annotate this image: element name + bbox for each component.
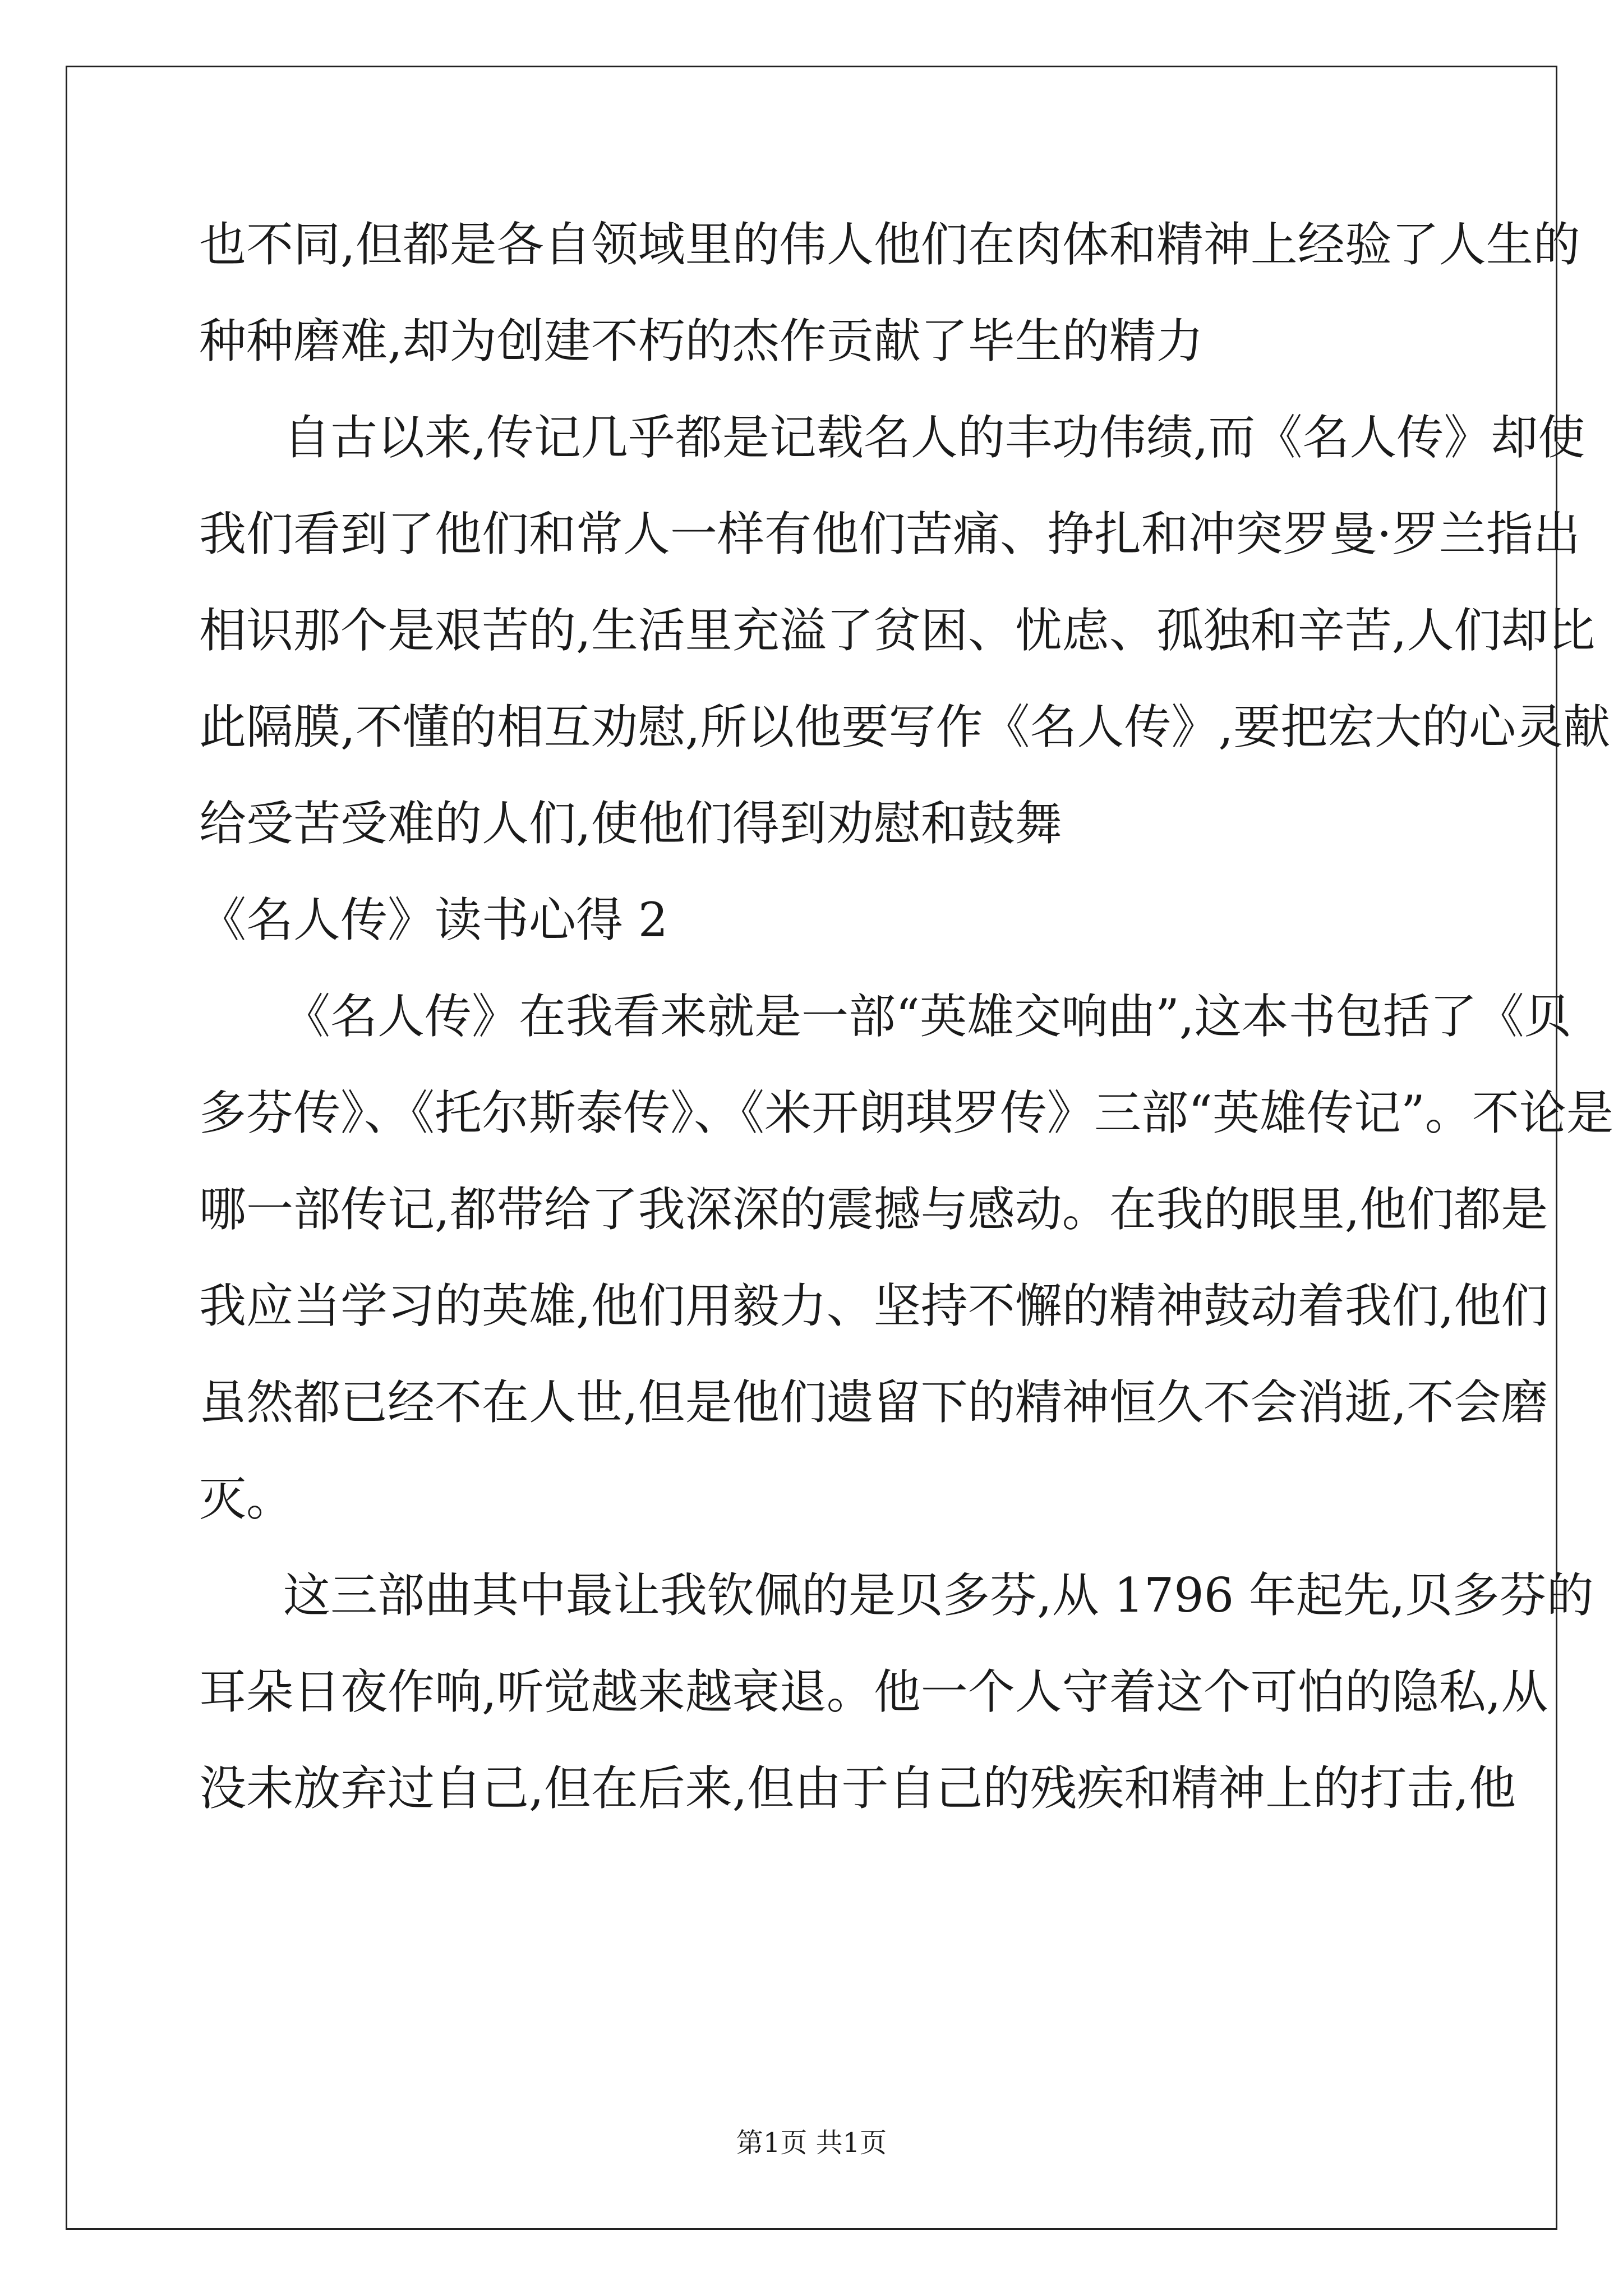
paragraph-first-line: 这三部曲其中最让我钦佩的是贝多芬,从 1796 年起先,贝多芬的 [283,1568,1594,1623]
paragraph-line: 给受苦受难的人们,使他们得到劝慰和鼓舞 [199,796,1062,851]
paragraph-line: 哪一部传记,都带给了我深深的震撼与感动。在我的眼里,他们都是 [199,1182,1548,1237]
document-body [199,196,1613,1837]
paragraph-line: 此隔膜,不懂的相互劝慰,所以他要写作《名人传》,要把宏大的心灵献 [199,700,1611,754]
paragraph-line: 多芬传》、《托尔斯泰传》、《米开朗琪罗传》三部“英雄传记”。不论是 [199,1085,1613,1140]
paragraph-first-line: 自古以来,传记几乎都是记载名人的丰功伟绩,而《名人传》却使 [283,410,1585,465]
paragraph-line: 相识那个是艰苦的,生活里充溢了贫困、忧虑、孤独和辛苦,人们却比 [199,603,1596,658]
paragraph-first-line: 《名人传》在我看来就是一部“英雄交响曲”,这本书包括了《贝 [283,989,1571,1044]
paragraph-line: 没未放弃过自己,但在后来,但由于自己的残疾和精神上的打击,他 [199,1761,1516,1816]
paragraph-line: 我们看到了他们和常人一样有他们苦痛、挣扎和冲突罗曼·罗兰指出 [199,507,1580,562]
page-footer: 第1页 共1页 [736,2127,887,2159]
paragraph-line: 耳朵日夜作响,听觉越来越衰退。他一个人守着这个可怕的隐私,从 [199,1664,1548,1719]
paragraph-line: 我应当学习的英雄,他们用毅力、坚持不懈的精神鼓动着我们,他们 [199,1278,1548,1333]
paragraph-line: 种种磨难,却为创建不朽的杰作贡献了毕生的精力 [199,314,1204,369]
paragraph-line: 也不同,但都是各自领域里的伟人他们在肉体和精神上经验了人生的 [199,217,1580,272]
paragraph-line: 灭。 [199,1471,294,1526]
section-heading: 《名人传》读书心得 2 [199,892,668,947]
paragraph-line: 虽然都已经不在人世,但是他们遗留下的精神恒久不会消逝,不会磨 [199,1375,1548,1430]
